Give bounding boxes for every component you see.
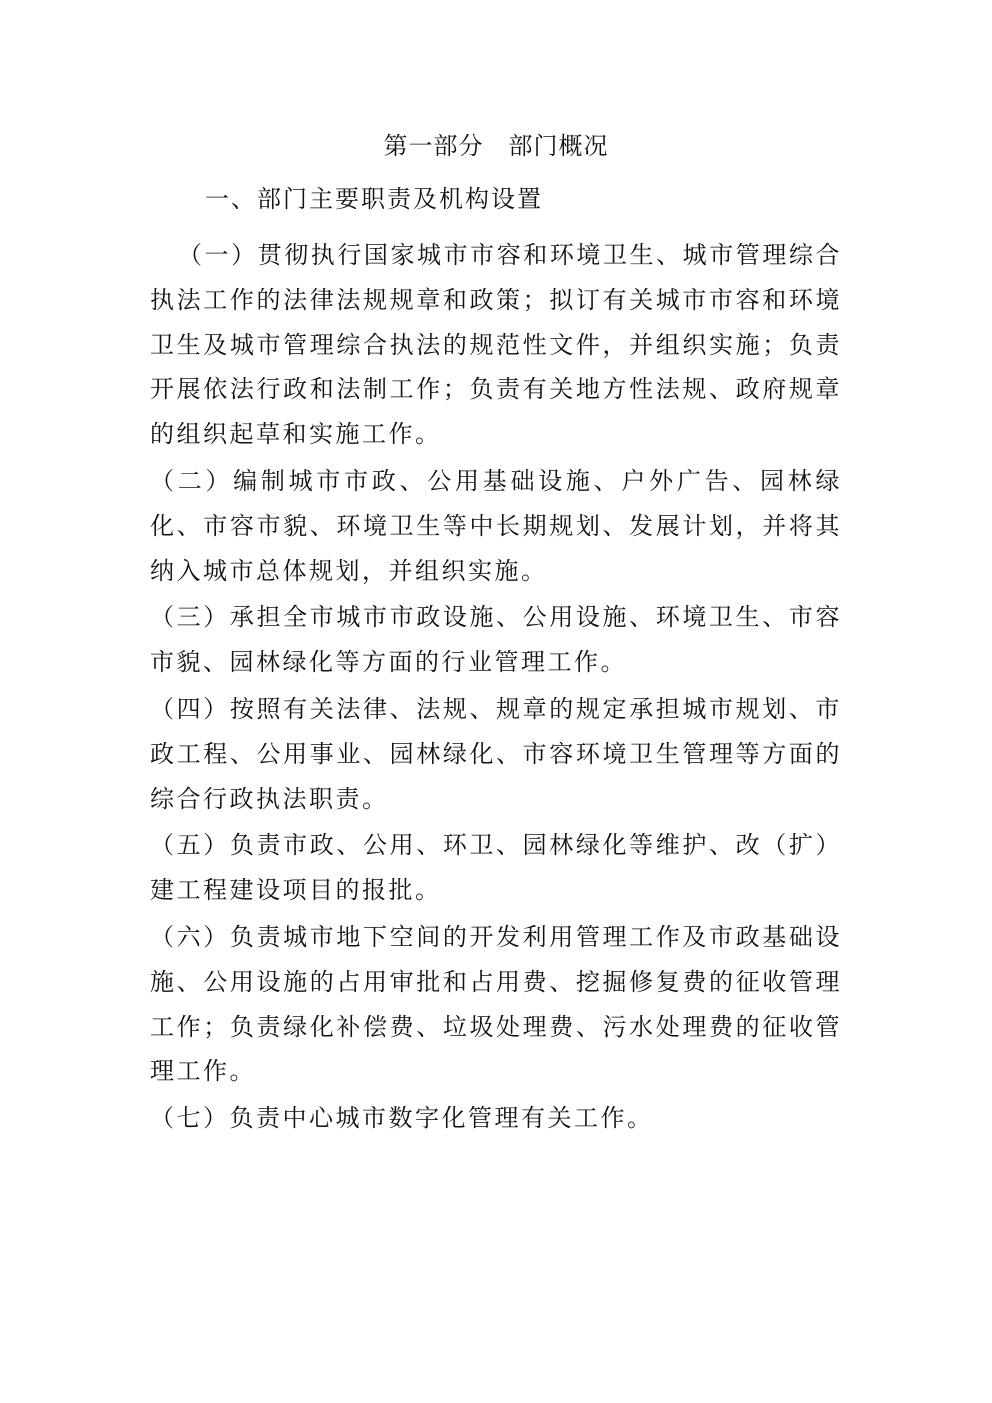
duty-item-3: （三）承担全市城市市政设施、公用设施、环境卫生、市容市貌、园林绿化等方面的行业管理工作。 [150,603,842,677]
duty-item-4: （四）按照有关法律、法规、规章的规定承担城市规划、市政工程、公用事业、园林绿化、市容环境卫生管理等方面的综合行政执法职责。 [150,694,842,813]
duty-item-5: （五）负责市政、公用、环卫、园林绿化等维护、改（扩）建工程建设项目的报批。 [150,831,842,905]
duty-item-1: （一）贯彻执行国家城市市容和环境卫生、城市管理综合执法工作的法律法规规章和政策；拟订有关城市市容和环境卫生及城市管理综合执法的规范性文件，并组织实施；负责开展依法行政和法制工作；负责有关地方性法规、政府规章的组织起草和实施工作。 [150,241,842,449]
duties-list [150,233,842,1141]
duty-item-7: （七）负责中心城市数字化管理有关工作。 [150,1104,654,1133]
duty-item-6: （六）负责城市地下空间的开发利用管理工作及市政基础设施、公用设施的占用审批和占用费、挖掘修复费的征收管理工作；负责绿化补偿费、垃圾处理费、污水处理费的征收管理工作。 [150,922,842,1086]
part-title: 第一部分 部门概况 [383,132,609,160]
section-heading: 一、部门主要职责及机构设置 [205,185,543,213]
duty-item-2: （二）编制城市市政、公用基础设施、户外广告、园林绿化、市容市貌、环境卫生等中长期规划、发展计划，并将其纳入城市总体规划，并组织实施。 [150,466,842,585]
